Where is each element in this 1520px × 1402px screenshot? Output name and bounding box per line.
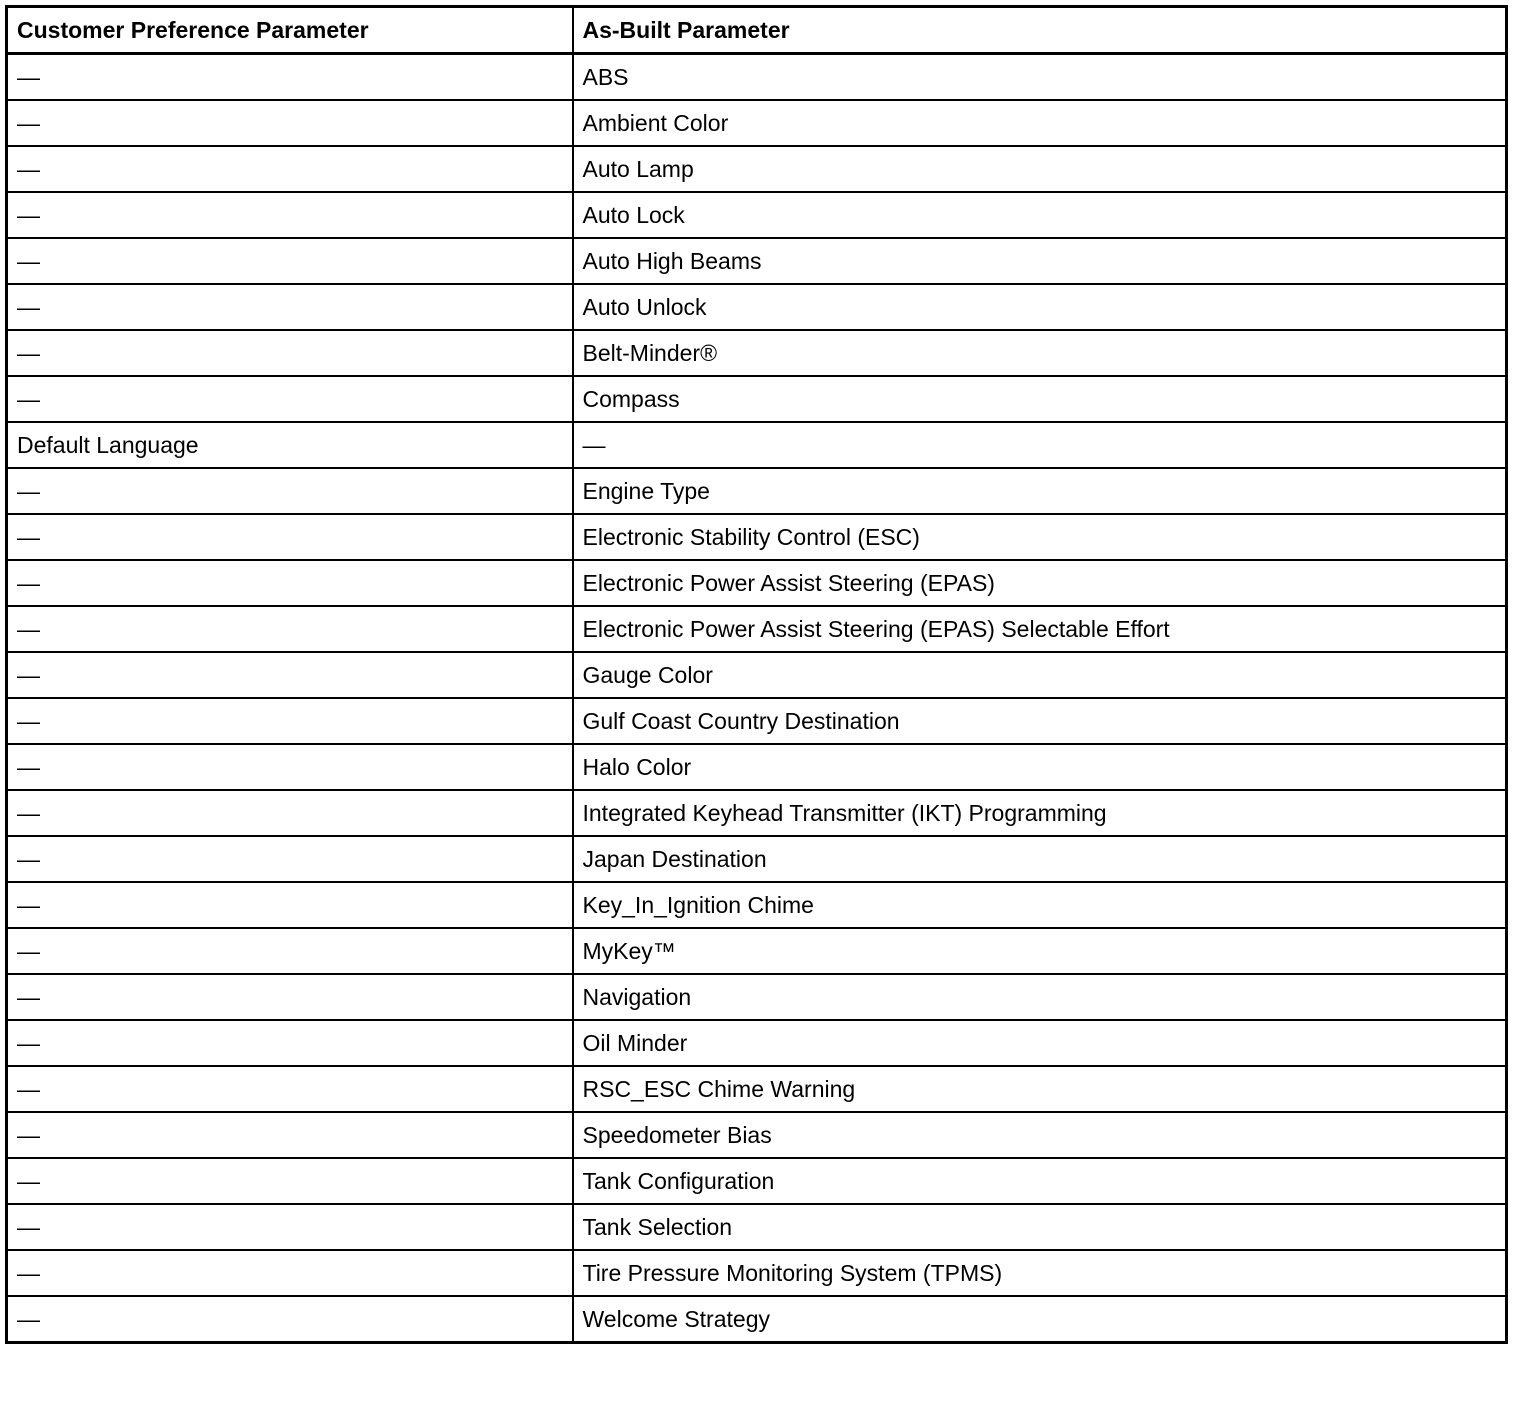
table-row: [7, 836, 1507, 882]
cell-customer-preference: —: [7, 468, 573, 514]
cell-as-built: Welcome Strategy: [573, 1296, 1507, 1343]
cell-as-built: Auto Unlock: [573, 284, 1507, 330]
cell-as-built: Halo Color: [573, 744, 1507, 790]
cell-as-built: Tire Pressure Monitoring System (TPMS): [573, 1250, 1507, 1296]
table-row: [7, 1250, 1507, 1296]
table-row: [7, 882, 1507, 928]
cell-customer-preference: —: [7, 330, 573, 376]
cell-as-built: MyKey™: [573, 928, 1507, 974]
table-row: [7, 192, 1507, 238]
cell-as-built: Auto Lock: [573, 192, 1507, 238]
table-row: [7, 790, 1507, 836]
table-row: [7, 468, 1507, 514]
table-row: [7, 100, 1507, 146]
cell-customer-preference: —: [7, 100, 573, 146]
cell-customer-preference: —: [7, 238, 573, 284]
cell-customer-preference: —: [7, 1296, 573, 1343]
table-row: [7, 238, 1507, 284]
table-row: [7, 146, 1507, 192]
cell-customer-preference: —: [7, 1020, 573, 1066]
cell-customer-preference: —: [7, 744, 573, 790]
table-row: [7, 330, 1507, 376]
cell-as-built: Gauge Color: [573, 652, 1507, 698]
column-header-as-built: As-Built Parameter: [573, 7, 1507, 54]
cell-as-built: Gulf Coast Country Destination: [573, 698, 1507, 744]
parameter-table: [5, 5, 1508, 1344]
table-header-row: [7, 7, 1507, 54]
table-row: [7, 1066, 1507, 1112]
cell-customer-preference: —: [7, 652, 573, 698]
table-row: [7, 514, 1507, 560]
cell-customer-preference: —: [7, 928, 573, 974]
cell-customer-preference: —: [7, 192, 573, 238]
cell-customer-preference: —: [7, 54, 573, 101]
table-row: [7, 376, 1507, 422]
table-row: [7, 652, 1507, 698]
table-row: [7, 1158, 1507, 1204]
cell-customer-preference: —: [7, 284, 573, 330]
table-body: [7, 54, 1507, 1343]
cell-as-built: Engine Type: [573, 468, 1507, 514]
cell-as-built: Oil Minder: [573, 1020, 1507, 1066]
table-row: [7, 422, 1507, 468]
table-row: [7, 54, 1507, 101]
table-row: [7, 1020, 1507, 1066]
table-row: [7, 698, 1507, 744]
cell-customer-preference: —: [7, 376, 573, 422]
cell-customer-preference: —: [7, 146, 573, 192]
cell-as-built: Electronic Power Assist Steering (EPAS): [573, 560, 1507, 606]
table-row: [7, 1296, 1507, 1343]
cell-as-built: Ambient Color: [573, 100, 1507, 146]
cell-customer-preference: —: [7, 974, 573, 1020]
table-row: [7, 1112, 1507, 1158]
table-row: [7, 606, 1507, 652]
cell-as-built: Electronic Power Assist Steering (EPAS) Selectable Effort: [573, 606, 1507, 652]
cell-as-built: Navigation: [573, 974, 1507, 1020]
cell-customer-preference: —: [7, 1204, 573, 1250]
cell-as-built: —: [573, 422, 1507, 468]
cell-customer-preference: —: [7, 1112, 573, 1158]
table-row: [7, 284, 1507, 330]
table-row: [7, 974, 1507, 1020]
cell-as-built: Belt-Minder®: [573, 330, 1507, 376]
table-row: [7, 1204, 1507, 1250]
cell-as-built: Integrated Keyhead Transmitter (IKT) Programming: [573, 790, 1507, 836]
column-header-customer-preference: Customer Preference Parameter: [7, 7, 573, 54]
cell-as-built: Japan Destination: [573, 836, 1507, 882]
cell-as-built: Key_In_Ignition Chime: [573, 882, 1507, 928]
cell-as-built: Auto High Beams: [573, 238, 1507, 284]
cell-customer-preference: —: [7, 1066, 573, 1112]
cell-as-built: RSC_ESC Chime Warning: [573, 1066, 1507, 1112]
cell-as-built: Tank Configuration: [573, 1158, 1507, 1204]
cell-customer-preference: —: [7, 1250, 573, 1296]
cell-customer-preference: Default Language: [7, 422, 573, 468]
cell-as-built: Compass: [573, 376, 1507, 422]
cell-customer-preference: —: [7, 1158, 573, 1204]
table-row: [7, 560, 1507, 606]
cell-customer-preference: —: [7, 560, 573, 606]
cell-as-built: ABS: [573, 54, 1507, 101]
cell-customer-preference: —: [7, 514, 573, 560]
cell-customer-preference: —: [7, 882, 573, 928]
cell-as-built: Tank Selection: [573, 1204, 1507, 1250]
cell-as-built: Electronic Stability Control (ESC): [573, 514, 1507, 560]
cell-customer-preference: —: [7, 790, 573, 836]
cell-customer-preference: —: [7, 836, 573, 882]
cell-customer-preference: —: [7, 698, 573, 744]
table-row: [7, 744, 1507, 790]
cell-as-built: Speedometer Bias: [573, 1112, 1507, 1158]
cell-customer-preference: —: [7, 606, 573, 652]
cell-as-built: Auto Lamp: [573, 146, 1507, 192]
table-row: [7, 928, 1507, 974]
